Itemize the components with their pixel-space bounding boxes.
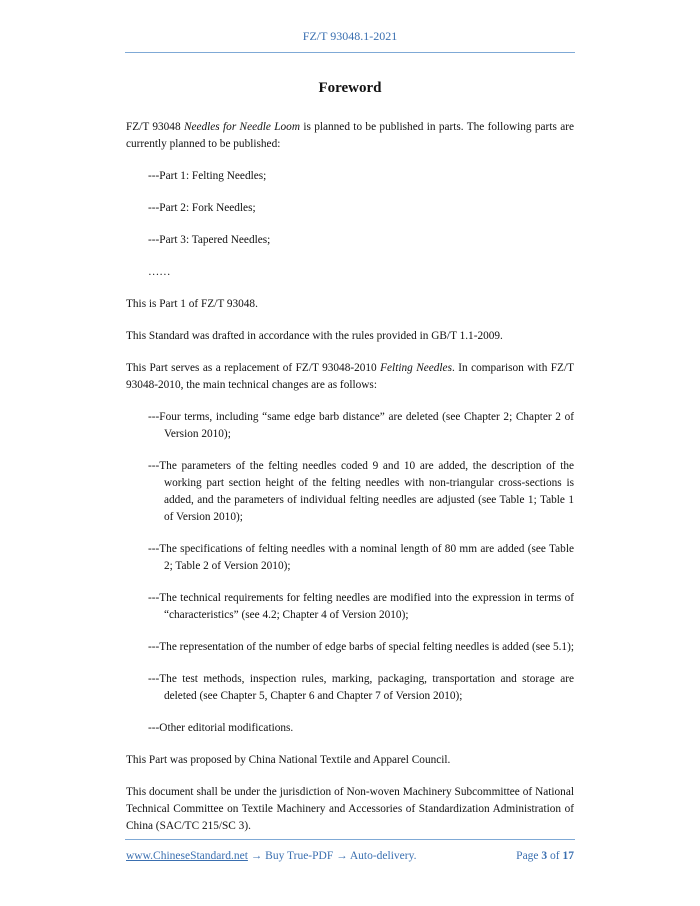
proposed-by-statement: This Part was proposed by China National Textile and Apparel Council.	[126, 754, 451, 766]
replacement-paragraph	[126, 360, 574, 394]
replacement-text-post: . In comparison with FZ/T 93048-2010, the main technical changes are as follows:	[126, 362, 575, 391]
header-divider	[125, 52, 575, 53]
change-item: ---The specifications of felting needles with a nominal length of 80 mm are added (see Table 2; Table 2 of Version 2010);	[148, 543, 574, 572]
list-item: ---Part 1: Felting Needles;	[148, 170, 267, 182]
footer-tagline: → Buy True-PDF → Auto-delivery.	[247, 850, 417, 862]
change-item: ---Four terms, including “same edge barb distance” are deleted (see Chapter 2; Chapter 2 of Version 2010);	[148, 411, 574, 440]
part-statement: This is Part 1 of FZ/T 93048.	[126, 298, 258, 310]
replacement-text-pre: This Part serves as a replacement of FZ/T 93048-2010	[126, 362, 381, 374]
intro-text-post: is planned to be published in parts. The following parts are currently planned to be published:	[126, 121, 574, 150]
page-current: 3	[541, 850, 548, 862]
jurisdiction-statement: This document shall be under the jurisdiction of Non-woven Machinery Subcommittee of National Technical Committee on Textile Machinery and Accessories of Standardization Administration of China (SAC/TC 215/SC 3).	[126, 786, 574, 832]
change-item: ---The test methods, inspection rules, marking, packaging, transportation and storage are deleted (see Chapter 5, Chapter 6 and Chapter 7 of Version 2010);	[148, 673, 574, 702]
footer-divider	[125, 839, 575, 840]
website-link[interactable]: www.ChineseStandard.net	[126, 850, 248, 862]
intro-title-italic: Needles for Needle Loom	[183, 121, 300, 133]
list-item: ---Part 3: Tapered Needles;	[148, 234, 271, 246]
footer-promo	[126, 850, 416, 862]
page-number	[516, 850, 574, 862]
page-title: Foreword	[318, 80, 382, 96]
drafting-statement: This Standard was drafted in accordance with the rules provided in GB/T 1.1-2009.	[126, 330, 503, 342]
change-item: ---Other editorial modifications.	[148, 722, 294, 734]
change-item: ---The parameters of the felting needles coded 9 and 10 are added, the description of the working part section height of the felting needles with non-triangular cross-sections is added, and the parameters of individual felting needles are adjusted (see Table 1; Table 1 of Version 2010);	[148, 460, 574, 523]
page-label: Page	[516, 850, 539, 862]
list-item: ……	[148, 266, 171, 278]
header-standard-code: FZ/T 93048.1-2021	[302, 29, 398, 43]
page-of: of	[550, 850, 560, 862]
intro-text-pre: FZ/T 93048	[126, 121, 184, 133]
document-body	[126, 119, 574, 850]
list-item: ---Part 2: Fork Needles;	[148, 202, 256, 214]
change-item: ---The technical requirements for felting needles are modified into the expression in terms of “characteristics” (see 4.2; Chapter 4 of Version 2010);	[148, 592, 574, 621]
change-item: ---The representation of the number of edge barbs of special felting needles is added (see 5.1);	[148, 641, 574, 653]
replacement-title-italic: Felting Needles	[380, 362, 452, 374]
intro-paragraph	[126, 119, 574, 153]
page-total: 17	[562, 850, 574, 862]
